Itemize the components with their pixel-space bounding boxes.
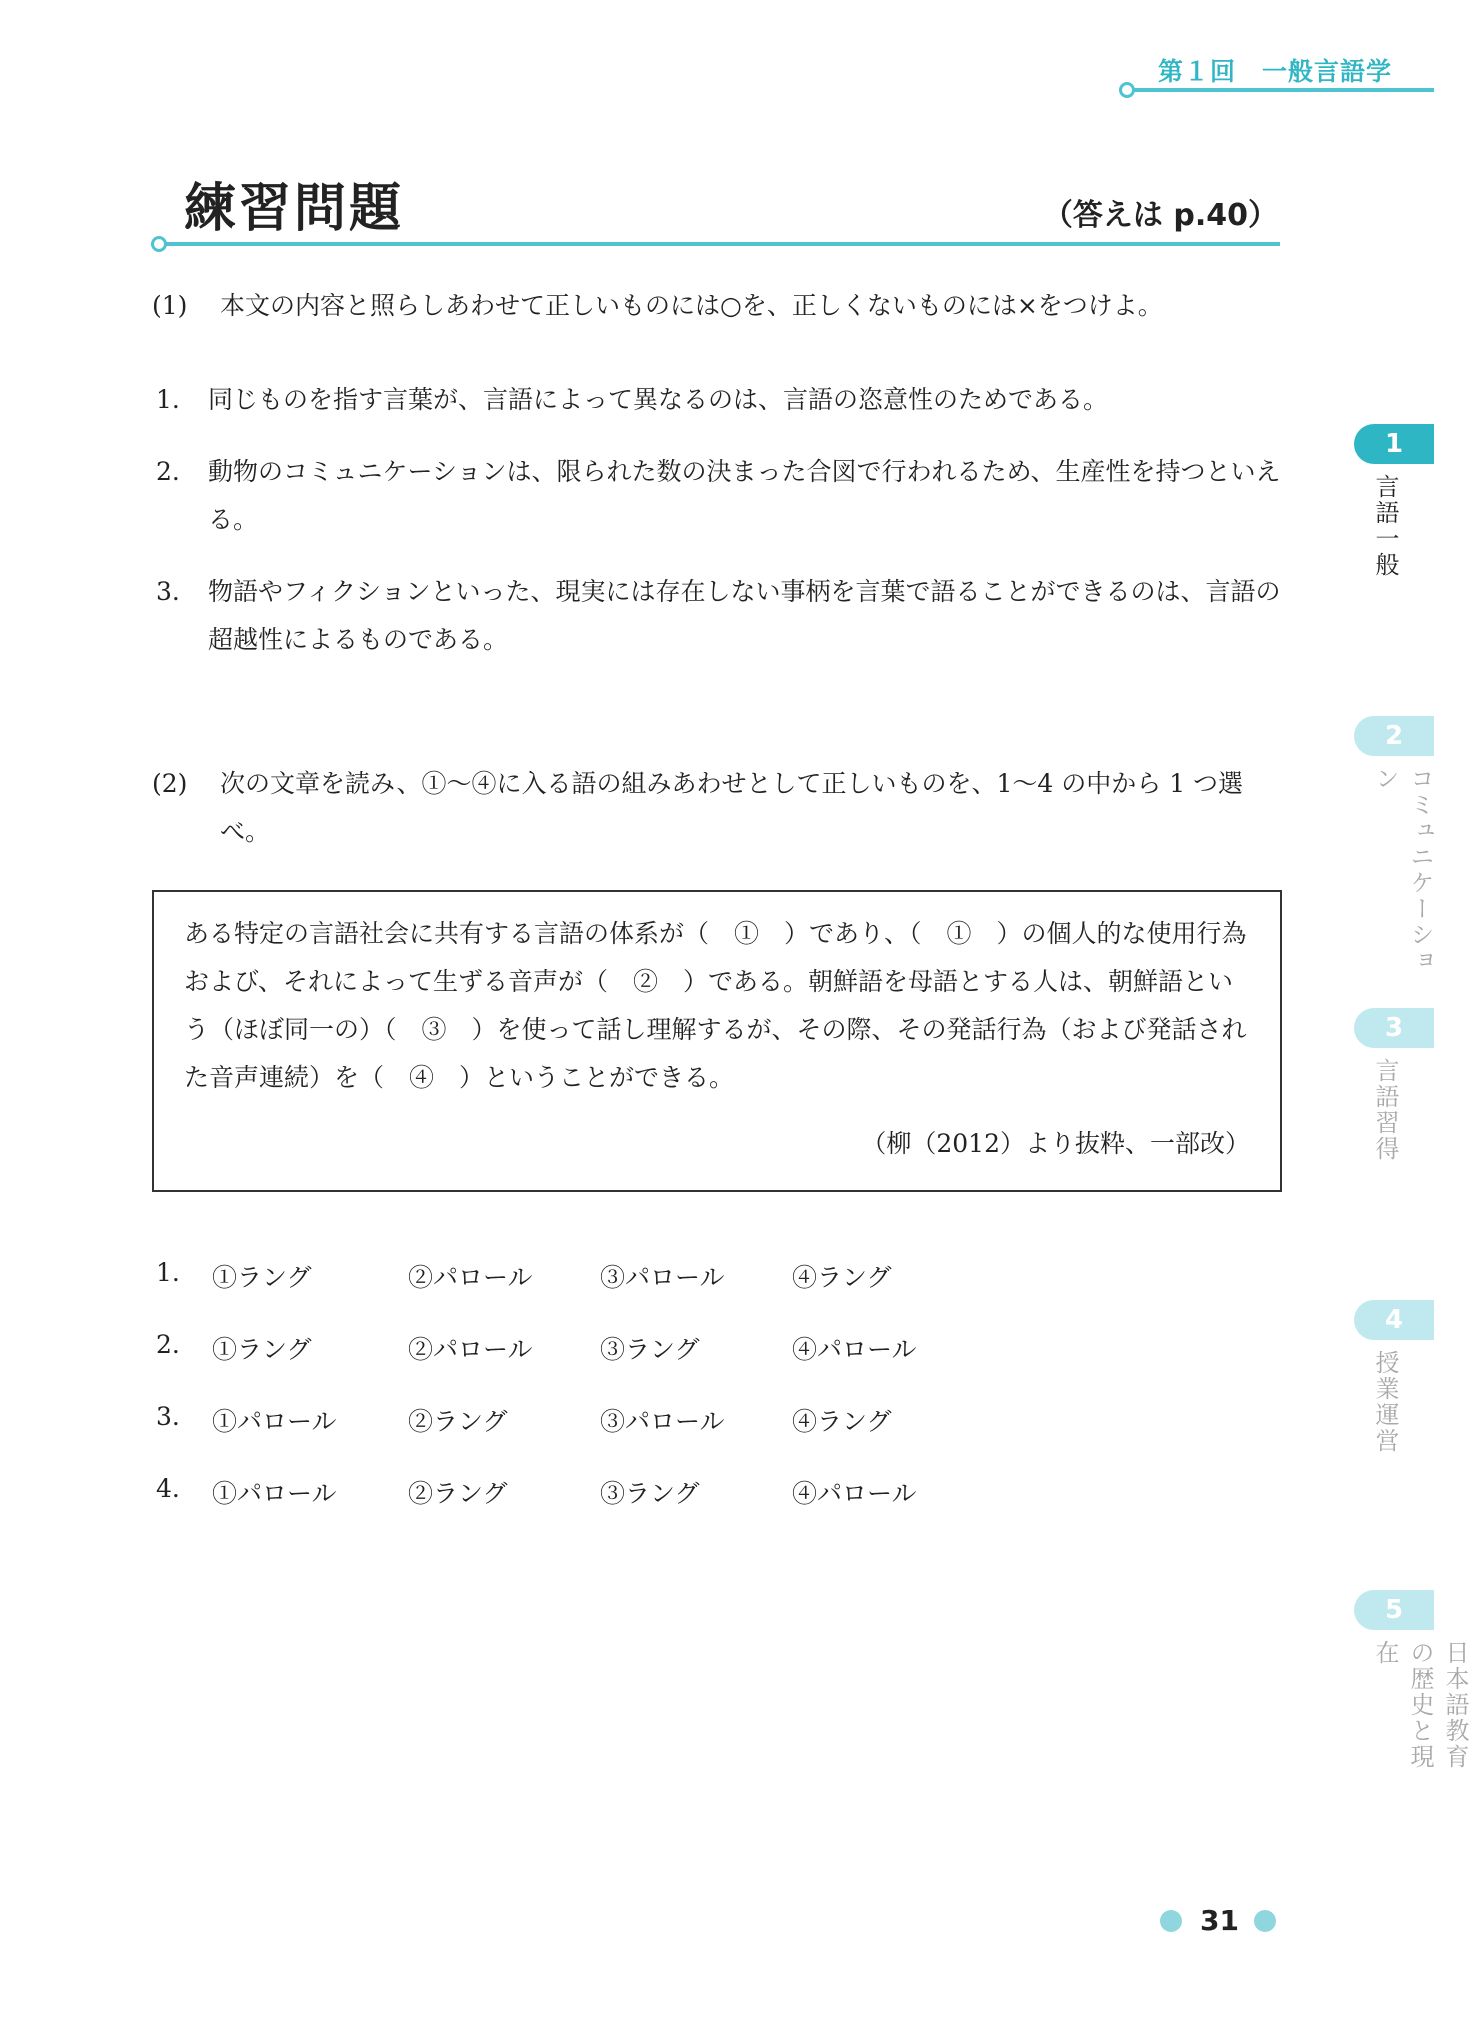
tab-4[interactable]	[1354, 1300, 1434, 1460]
tab-3-label: 言語習得	[1371, 1058, 1399, 1162]
page-number-dot-left	[1160, 1910, 1182, 1932]
tab-4-number: 4	[1354, 1300, 1434, 1340]
list-item	[156, 376, 1286, 424]
question-2	[152, 760, 1282, 856]
choice-1: ①パロール	[212, 1479, 337, 1508]
choice-3: ③パロール	[600, 1263, 725, 1292]
answer-reference: （答えは p.40）	[1042, 198, 1278, 233]
choice-2: ②パロール	[408, 1263, 533, 1292]
question-1-text: 本文の内容と照らしあわせて正しいものには○を、正しくないものには×をつけよ。	[220, 291, 1163, 320]
passage-box	[152, 890, 1282, 1192]
tab-5-number: 5	[1354, 1590, 1434, 1630]
question-1-number: (1)	[152, 291, 188, 320]
choice-number: 2.	[156, 1330, 180, 1359]
tab-2-label: コミュニケーション	[1371, 766, 1434, 974]
choice-number: 3.	[156, 1402, 180, 1431]
item-number: 3.	[156, 577, 180, 606]
tab-2-number: 2	[1354, 716, 1434, 756]
chapter-title: 第１回 一般言語学	[1158, 57, 1393, 86]
choice-2: ②ラング	[408, 1407, 508, 1436]
list-item	[156, 448, 1286, 544]
choice-1: ①ラング	[212, 1335, 312, 1364]
item-number: 1.	[156, 385, 180, 414]
choice-3: ③ラング	[600, 1335, 700, 1364]
tab-5-label: 日本語教育の歴史と現在	[1371, 1640, 1469, 1770]
tab-3-number: 3	[1354, 1008, 1434, 1048]
choice-4: ④パロール	[792, 1335, 917, 1364]
item-text: 同じものを指す言葉が、言語によって異なるのは、言語の恣意性のためである。	[208, 385, 1109, 414]
tab-1-number: 1	[1354, 424, 1434, 464]
title-rule-dot	[151, 236, 167, 252]
tab-2[interactable]	[1354, 716, 1434, 976]
tab-5[interactable]	[1354, 1590, 1469, 1790]
item-number: 2.	[156, 457, 180, 486]
choice-3: ③ラング	[600, 1479, 700, 1508]
tab-1[interactable]	[1354, 424, 1434, 584]
page-title: 練習問題	[184, 179, 405, 239]
tab-1-label: 言語一般	[1371, 474, 1399, 578]
tab-3[interactable]	[1354, 1008, 1434, 1168]
choice-3: ③パロール	[600, 1407, 725, 1436]
choice-4: ④ラング	[792, 1263, 892, 1292]
header-rule	[1130, 88, 1434, 92]
choice-2: ②ラング	[408, 1479, 508, 1508]
question-1	[152, 282, 1282, 330]
question-2-number: (2)	[152, 769, 188, 798]
choice-1: ①パロール	[212, 1407, 337, 1436]
tab-4-label: 授業運営	[1371, 1350, 1399, 1454]
passage-source: （柳（2012）より抜粋、一部改）	[861, 1129, 1250, 1158]
choice-4: ④ラング	[792, 1407, 892, 1436]
list-item	[156, 568, 1286, 664]
item-text: 動物のコミュニケーションは、限られた数の決まった合図で行われるため、生産性を持つといえる。	[208, 457, 1281, 534]
page-number: 31	[1200, 1904, 1239, 1937]
header-rule-dot	[1119, 82, 1135, 98]
title-rule	[164, 242, 1280, 246]
item-text: 物語やフィクションといった、現実には存在しない事柄を言葉で語ることができるのは、言語の超越性によるものである。	[208, 577, 1281, 654]
page-number-dot-right	[1254, 1910, 1276, 1932]
choice-2: ②パロール	[408, 1335, 533, 1364]
question-2-text: 次の文章を読み、①～④に入る語の組みあわせとして正しいものを、1～4 の中から 1 つ選べ。	[220, 769, 1244, 846]
choice-4: ④パロール	[792, 1479, 917, 1508]
choice-1: ①ラング	[212, 1263, 312, 1292]
choice-number: 1.	[156, 1258, 180, 1287]
choice-number: 4.	[156, 1474, 180, 1503]
passage-text: ある特定の言語社会に共有する言語の体系が（ ① ）であり、（ ① ）の個人的な使用行為および、それによって生ずる音声が（ ② ）である。朝鮮語を母語とする人は、朝鮮語という（ほぼ同一の）（ ③ ）を使って話し理解するが、その際、その発話行為（および発話された音声連続）を（ ④ ）ということができる。	[184, 919, 1247, 1092]
